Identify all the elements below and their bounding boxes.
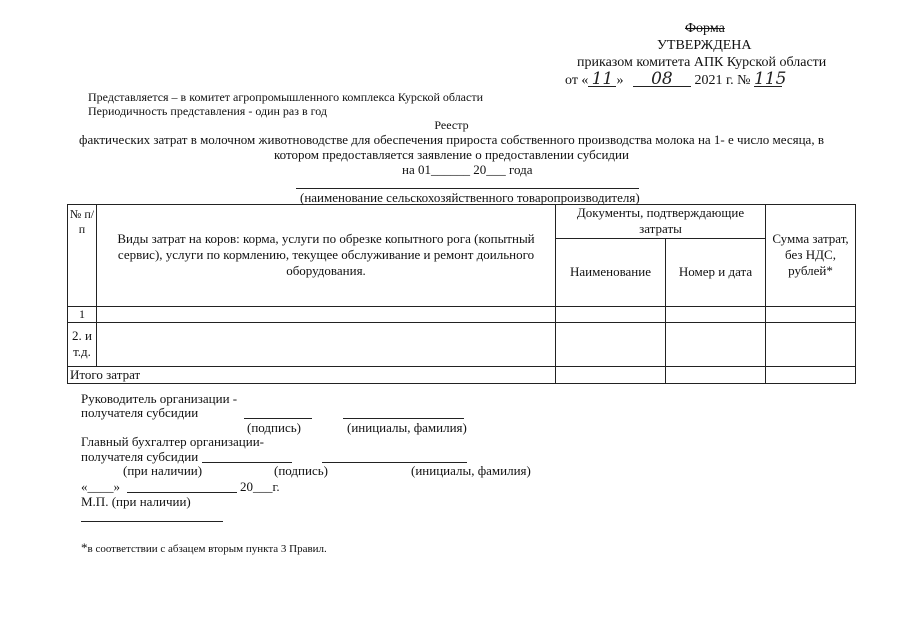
order-line: приказом комитета АПК Курской области xyxy=(577,55,827,70)
registry-table xyxy=(67,204,856,384)
head-name-caption: (инициалы, фамилия) xyxy=(347,420,467,435)
registry-title: Реестр xyxy=(434,118,469,132)
total-doc-name-cell xyxy=(556,366,666,383)
table-row xyxy=(68,306,856,322)
total-sum-cell xyxy=(766,366,856,383)
producer-caption: (наименование сельскохозяйственного товаропроизводителя) xyxy=(300,190,640,205)
approval-number: 115 xyxy=(753,69,787,89)
head-sign-caption: (подпись) xyxy=(247,420,301,435)
col-header-num: № п/п xyxy=(68,205,97,307)
title-date-line: на 01______ 20___ года xyxy=(402,162,533,177)
periodicity: Периодичность представления - один раз в год xyxy=(88,104,328,118)
date-line-right: 20___г. xyxy=(240,479,280,494)
row1-doc-number-cell xyxy=(666,306,766,322)
footnote-mark: * xyxy=(81,540,88,555)
acc-sign-caption: (подпись) xyxy=(274,463,328,478)
col-header-types: Виды затрат на коров: корма, услуги по обрезке копытного рога (копытный сервис), услуги по кормлению, текущее обслуживание и ремонт доильного оборудования. xyxy=(97,205,556,307)
total-label: Итого затрат xyxy=(68,366,556,383)
row2-doc-number-cell xyxy=(666,322,766,366)
footnote-text: в соответствии с абзацем вторым пункта 3 Правил. xyxy=(87,543,327,555)
table-row xyxy=(68,322,856,366)
col-header-doc-name: Наименование xyxy=(556,238,666,306)
date-prefix: от « xyxy=(565,73,589,88)
year-text: 2021 г. № xyxy=(694,73,751,88)
approval-month: 08 xyxy=(633,72,691,87)
approved-label: УТВЕРЖДЕНА xyxy=(657,38,752,53)
row1-doc-name-cell xyxy=(556,306,666,322)
date-line-left: «____» xyxy=(81,479,120,494)
head-line2: получателя субсидии xyxy=(81,405,199,420)
footnote xyxy=(81,540,327,556)
head-name-line xyxy=(343,418,464,419)
row1-sum-cell xyxy=(766,306,856,322)
row1-type-cell xyxy=(97,306,556,322)
col-header-docs: Документы, подтверждающие затраты xyxy=(556,205,766,239)
submitted-to: Представляется – в комитет агропромышленного комплекса Курской области xyxy=(88,90,484,104)
acc-line1: Главный бухгалтер организации- xyxy=(81,434,264,449)
row2-doc-name-cell xyxy=(556,322,666,366)
row1-num: 1 xyxy=(68,306,97,322)
date-mid: » xyxy=(616,73,624,88)
date-month-line xyxy=(127,492,237,493)
row2-type-cell xyxy=(97,322,556,366)
row2-sum-cell xyxy=(766,322,856,366)
col-header-sum: Сумма затрат, без НДС, рублей* xyxy=(766,205,856,307)
approval-day: 11 xyxy=(588,72,616,87)
form-label: Форма xyxy=(685,21,725,36)
head-sign-line xyxy=(244,418,312,419)
approval-date-line xyxy=(565,69,787,89)
title-line2: котором предоставляется заявление о предоставлении субсидии xyxy=(274,147,629,162)
total-doc-number-cell xyxy=(666,366,766,383)
head-line1: Руководитель организации - xyxy=(81,391,238,406)
title-line1: фактических затрат в молочном животноводстве для обеспечения прироста собственного производства молока на 1- е число месяца, в xyxy=(79,132,824,147)
total-row xyxy=(68,366,856,383)
row2-num: 2. и т.д. xyxy=(68,322,97,366)
producer-name-line xyxy=(296,188,639,189)
stamp-label: М.П. (при наличии) xyxy=(81,494,191,509)
acc-present-caption: (при наличии) xyxy=(123,463,203,478)
acc-name-caption: (инициалы, фамилия) xyxy=(411,463,531,478)
footnote-separator xyxy=(81,521,223,522)
col-header-doc-number: Номер и дата xyxy=(666,238,766,306)
acc-line2: получателя субсидии xyxy=(81,449,199,464)
